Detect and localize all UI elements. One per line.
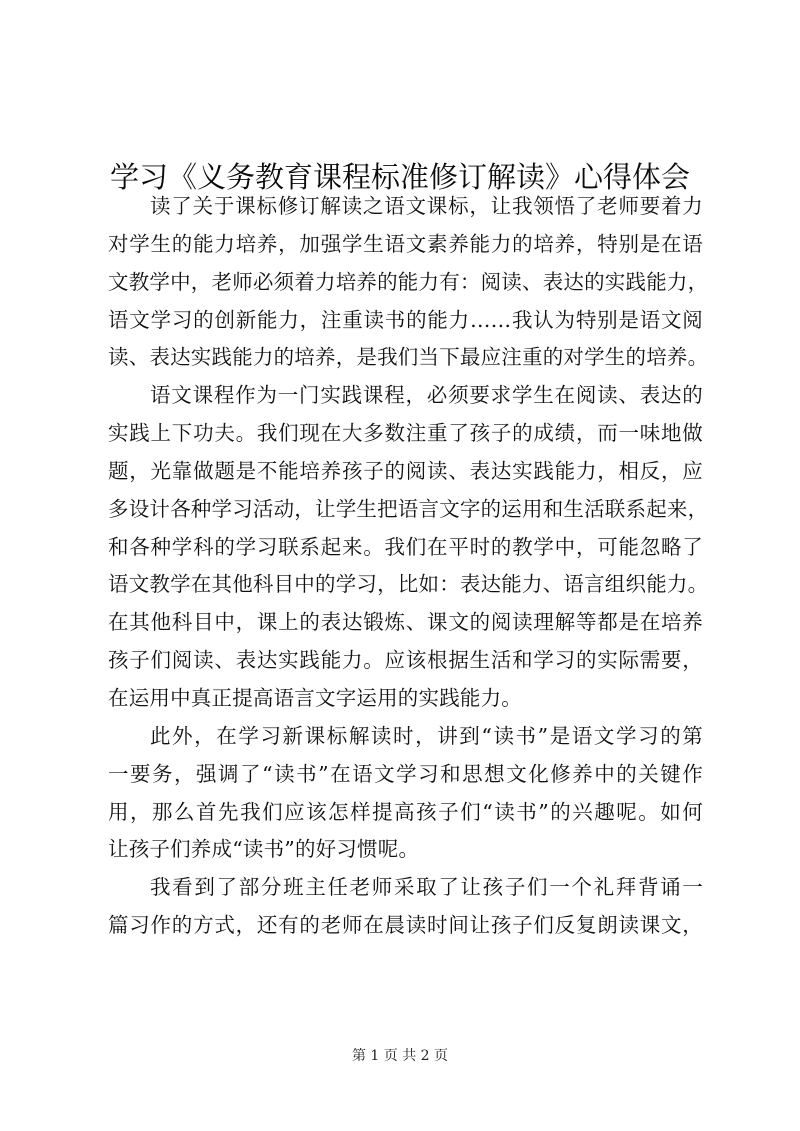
- paragraph-2-line-7: 在其他科目中，课上的表达锻炼、课文的阅读理解等都是在培养: [108, 610, 703, 635]
- paragraph-1-line-3: 文教学中，老师必须着力培养的能力有：阅读、表达的实践能力，: [108, 269, 709, 294]
- paragraph-2-line-4: 多设计各种学习活动，让学生把语言文字的运用和生活联系起来，: [108, 496, 709, 521]
- paragraph-2-line-8: 孩子们阅读、表达实践能力。应该根据生活和学习的实际需要，: [108, 648, 703, 673]
- paragraph-1-line-4: 语文学习的创新能力，注重读书的能力……我认为特别是语文阅: [108, 307, 703, 332]
- paragraph-1-line-5: 读、表达实践能力的培养，是我们当下最应注重的对学生的培养。: [108, 345, 709, 370]
- paragraph-2-line-3: 题，光靠做题是不能培养孩子的阅读、表达实践能力，相反，应: [108, 458, 703, 483]
- document-body: [108, 188, 709, 945]
- paragraph-2-line-5: 和各种学科的学习联系起来。我们在平时的教学中，可能忽略了: [108, 534, 703, 559]
- paragraph-3-line-1: 此外，在学习新课标解读时，讲到“读书”是语文学习的第: [150, 723, 703, 748]
- paragraph-3-line-2: 一要务，强调了“读书”在语文学习和思想文化修养中的关键作: [108, 761, 703, 786]
- paragraph-2-line-6: 语文教学在其他科目中的学习，比如：表达能力、语言组织能力。: [108, 572, 709, 597]
- paragraph-3-line-3: 用，那么首先我们应该怎样提高孩子们“读书”的兴趣呢。如何: [108, 799, 703, 824]
- document-title: 学习《义务教育课程标准修订解读》心得体会: [109, 160, 690, 195]
- paragraph-1-line-1: 读了关于课标修订解读之语文课标，让我领悟了老师要着力: [150, 194, 703, 218]
- paragraph-1-line-2: 对学生的能力培养，加强学生语文素养能力的培养，特别是在语: [108, 231, 703, 256]
- page-footer: 第 1 页 共 2 页: [351, 1048, 449, 1064]
- paragraph-4-line-1: 我看到了部分班主任老师采取了让孩子们一个礼拜背诵一: [150, 875, 703, 900]
- paragraph-2-line-9: 在运用中真正提高语言文字运用的实践能力。: [108, 685, 522, 710]
- paragraph-2-line-1: 语文课程作为一门实践课程，必须要求学生在阅读、表达的: [150, 383, 703, 408]
- paragraph-3-line-4: 让孩子们养成“读书”的好习惯呢。: [108, 837, 420, 862]
- paragraph-4-line-2: 篇习作的方式，还有的老师在晨读时间让孩子们反复朗读课文，: [108, 913, 703, 938]
- paragraph-2-line-2: 实践上下功夫。我们现在大多数注重了孩子的成绩，而一味地做: [108, 421, 703, 446]
